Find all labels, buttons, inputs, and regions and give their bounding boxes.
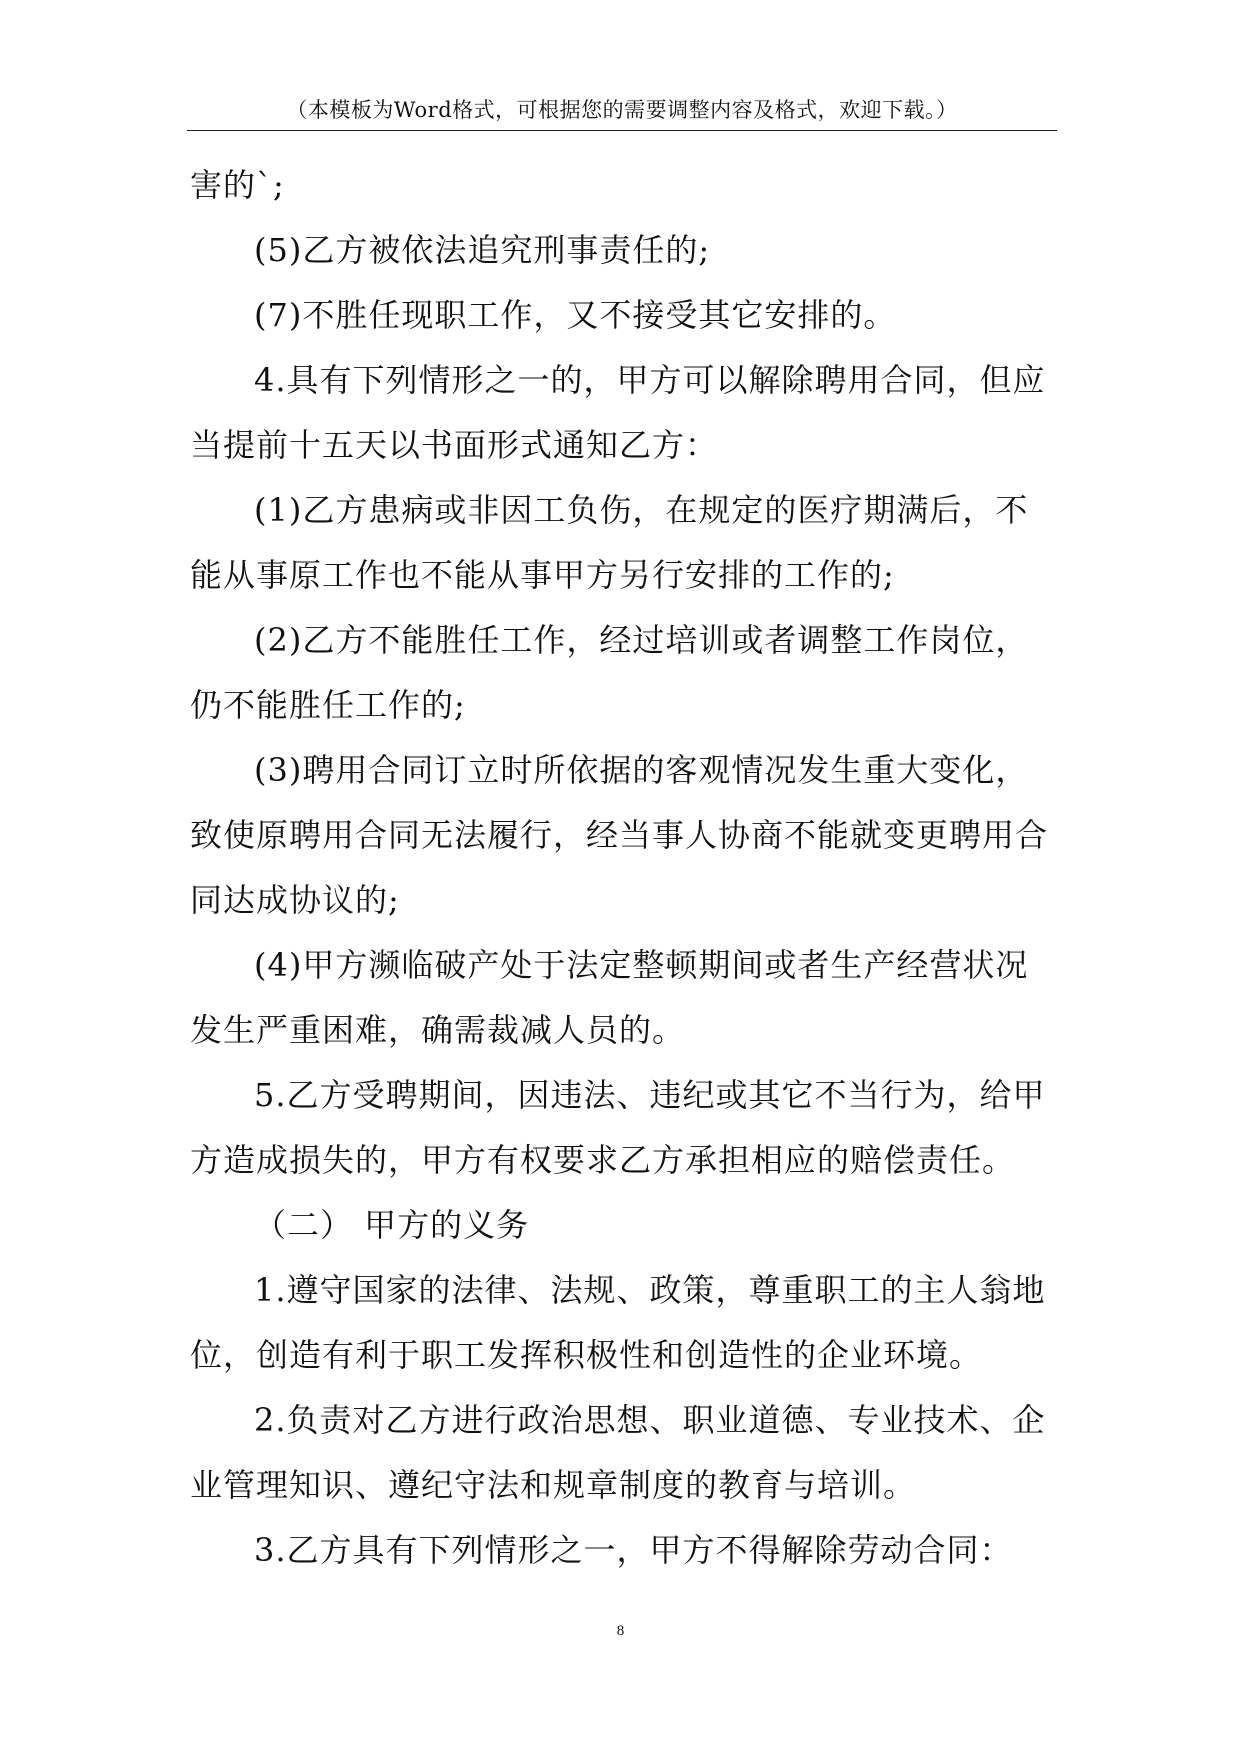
- text-line: 方造成损失的，甲方有权要求乙方承担相应的赔偿责任。: [190, 1141, 1016, 1179]
- text-line: (5)乙方被依法追究刑事责任的;: [254, 231, 711, 269]
- text-line: (3)聘用合同订立时所依据的客观情况发生重大变化，: [254, 751, 1029, 789]
- text-line: 发生严重困难，确需裁减人员的。: [190, 1011, 686, 1049]
- page-number: 8: [616, 1623, 625, 1639]
- header-divider: [187, 130, 1057, 131]
- text-line: 位，创造有利于职工发挥积极性和创造性的企业环境。: [190, 1336, 983, 1374]
- text-line: (1)乙方患病或非因工负伤，在规定的医疗期满后，不: [254, 491, 1029, 529]
- text-line: 致使原聘用合同无法履行，经当事人协商不能就变更聘用合: [190, 816, 1049, 854]
- text-line: (2)乙方不能胜任工作，经过培训或者调整工作岗位，: [254, 621, 1029, 659]
- text-line: 业管理知识、遵纪守法和规章制度的教育与培训。: [190, 1466, 917, 1504]
- text-line: 2.负责对乙方进行政治思想、职业道德、专业技术、企: [254, 1401, 1046, 1439]
- text-line: 3.乙方具有下列情形之一，甲方不得解除劳动合同：: [254, 1531, 1013, 1569]
- page-header: （本模板为Word格式，可根据您的需要调整内容及格式，欢迎下载。）: [286, 98, 958, 122]
- document-body: [190, 153, 1070, 1583]
- text-line: 4.具有下列情形之一的，甲方可以解除聘用合同，但应: [254, 361, 1046, 399]
- text-line: 当提前十五天以书面形式通知乙方：: [190, 426, 719, 464]
- text-line: 1.遵守国家的法律、法规、政策，尊重职工的主人翁地: [254, 1271, 1046, 1309]
- text-line: 害的`;: [190, 166, 285, 204]
- text-line: (4)甲方濒临破产处于法定整顿期间或者生产经营状况: [254, 946, 1029, 984]
- text-line: (7)不胜任现职工作，又不接受其它安排的。: [254, 296, 897, 334]
- section-heading: （二） 甲方的义务: [254, 1206, 530, 1244]
- text-line: 仍不能胜任工作的;: [190, 686, 466, 724]
- text-line: 能从事原工作也不能从事甲方另行安排的工作的;: [190, 556, 895, 594]
- text-line: 5.乙方受聘期间，因违法、违纪或其它不当行为，给甲: [254, 1076, 1046, 1114]
- text-line: 同达成协议的;: [190, 881, 400, 919]
